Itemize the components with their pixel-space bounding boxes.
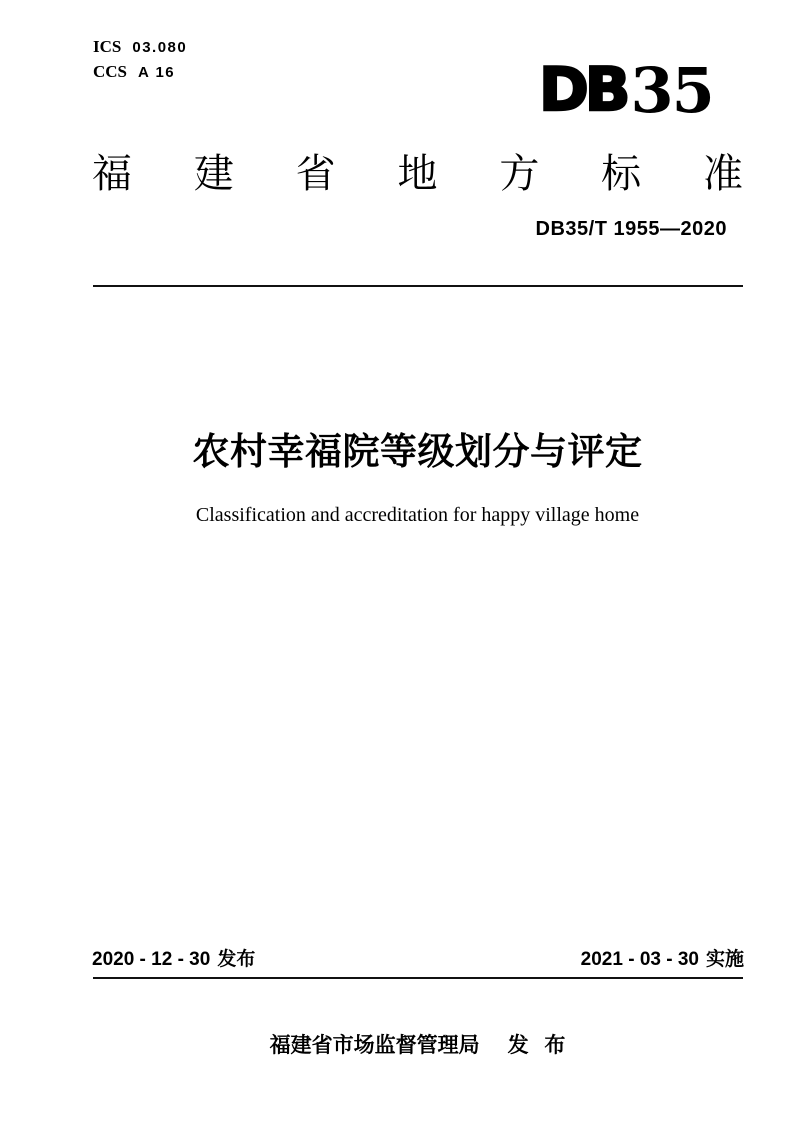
issue-date: 2020 - 12 - 30	[92, 949, 211, 970]
db35-logo-number-text: 35	[630, 54, 713, 127]
issue-label: 发布	[217, 949, 256, 970]
header-divider-line	[93, 285, 743, 287]
standard-category-title	[92, 154, 743, 194]
footer-divider-line	[93, 977, 743, 979]
db35-logo	[539, 54, 713, 127]
standard-name-char: 方	[499, 152, 540, 196]
standard-number: DB35/T 1955—2020	[535, 218, 727, 240]
publisher-name: 福建省市场监督管理局	[269, 1034, 480, 1057]
classification-codes	[93, 37, 187, 82]
standard-name-char: 地	[397, 152, 438, 196]
implementation-date: 2021 - 03 - 30	[580, 949, 699, 970]
implementation-label: 实施	[705, 949, 744, 970]
standard-name-char: 省	[295, 152, 336, 196]
document-title-english: Classification and accreditation for happy village home	[195, 504, 640, 526]
standard-name-char: 标	[601, 152, 642, 196]
ics-value: 03.080	[132, 39, 188, 56]
issue-date-item	[92, 950, 255, 971]
ics-code-row	[93, 37, 187, 57]
implementation-date-item	[581, 950, 744, 971]
ics-label: ICS	[93, 37, 122, 56]
document-title-chinese: 农村幸福院等级划分与评定	[192, 431, 643, 472]
ccs-code-row	[93, 62, 187, 82]
publish-action-label: 发 布	[507, 1034, 566, 1057]
dates-row	[92, 950, 744, 971]
db35-logo-db-text: DB	[539, 55, 627, 125]
standard-name-char: 福	[92, 152, 132, 196]
standard-name-char: 准	[702, 152, 743, 196]
ccs-value: A 16	[138, 64, 176, 81]
publisher-row	[92, 1029, 743, 1059]
standard-name-char: 建	[193, 152, 234, 196]
ccs-label: CCS	[93, 62, 128, 81]
